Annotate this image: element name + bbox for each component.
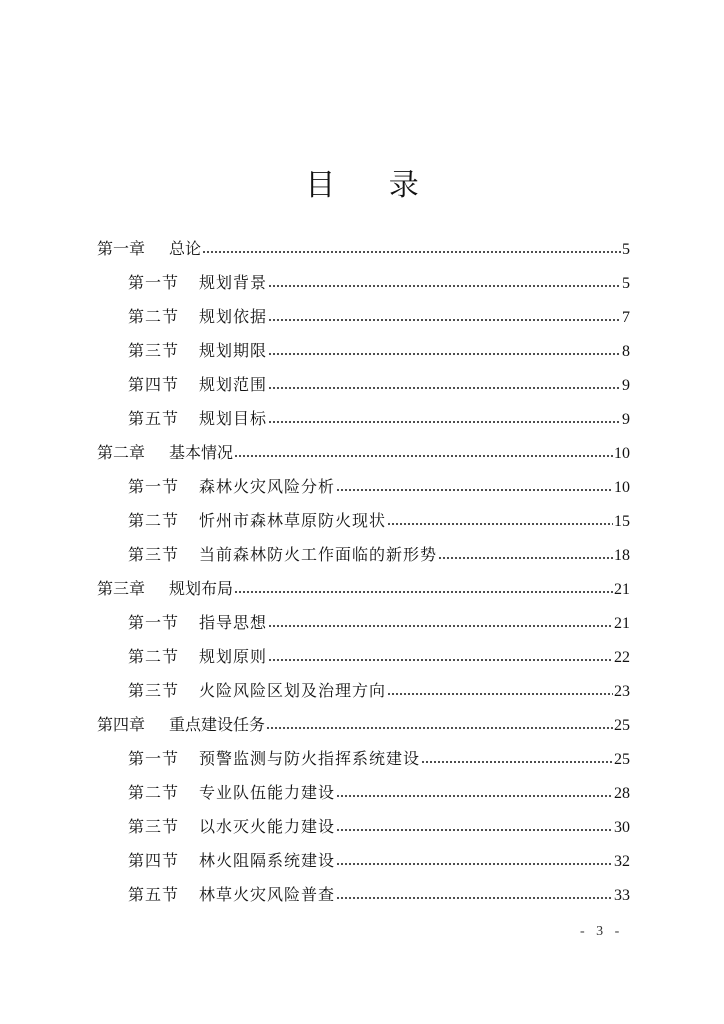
toc-page-number: 15 [614,513,630,530]
toc-page-number: 7 [622,309,630,326]
dot-leader [336,488,613,492]
toc-number: 第一节 [128,749,180,768]
page-title: 目 录 [305,168,441,203]
toc-page-number: 33 [614,887,630,904]
dot-leader [336,896,613,900]
toc-section-4-3[interactable] [128,814,630,840]
toc-section-4-4[interactable] [128,848,630,874]
toc-title: 林草火灾风险普查 [199,885,336,904]
toc-chapter-4[interactable] [97,712,630,738]
toc-number: 第二章 [97,443,146,462]
toc-page-number: 22 [614,649,630,666]
dot-leader [387,522,613,526]
toc-section-1-4[interactable] [128,372,630,398]
dot-leader [336,862,613,866]
toc-title: 基本情况 [169,443,234,462]
toc-title: 规划原则 [199,647,268,666]
toc-section-4-5[interactable] [128,882,630,908]
toc-page-number: 30 [614,819,630,836]
toc-section-1-2[interactable] [128,304,630,330]
toc-number: 第二节 [128,647,180,666]
dot-leader [387,692,613,696]
dot-leader [268,658,613,662]
dot-leader [268,318,621,322]
dot-leader [266,726,613,730]
toc-title: 规划期限 [199,341,268,360]
toc-page-number: 18 [614,547,630,564]
dot-leader [336,794,613,798]
toc-page-number: 5 [622,241,630,258]
dot-leader [268,420,621,424]
toc-page-number: 9 [622,377,630,394]
toc-number: 第三章 [97,579,146,598]
dot-leader [421,760,613,764]
toc-title: 当前森林防火工作面临的新形势 [199,545,438,564]
toc-page-number: 10 [614,479,630,496]
toc-page-number: 21 [614,615,630,632]
toc-number: 第二节 [128,511,180,530]
toc-number: 第一节 [128,477,180,496]
dot-leader [268,386,621,390]
toc-title: 规划背景 [199,273,268,292]
toc-section-1-1[interactable] [128,270,630,296]
toc-number: 第一节 [128,613,180,632]
toc-number: 第二节 [128,783,180,802]
toc-page-number: 10 [614,445,630,462]
toc-title: 林火阻隔系统建设 [199,851,336,870]
toc-page-number: 28 [614,785,630,802]
toc-number: 第三节 [128,681,180,700]
toc-page-number: 21 [614,581,630,598]
toc-page-number: 9 [622,411,630,428]
toc-title: 规划范围 [199,375,268,394]
toc-number: 第一章 [97,239,146,258]
toc-section-4-1[interactable] [128,746,630,772]
toc-number: 第一节 [128,273,180,292]
toc-section-3-1[interactable] [128,610,630,636]
toc-number: 第二节 [128,307,180,326]
toc-number: 第三节 [128,341,180,360]
dot-leader [234,590,613,594]
toc-title: 以水灭火能力建设 [199,817,336,836]
toc-page-number: 8 [622,343,630,360]
toc-page-number: 32 [614,853,630,870]
toc-title: 专业队伍能力建设 [199,783,336,802]
toc-title: 指导思想 [199,613,268,632]
toc-section-2-2[interactable] [128,508,630,534]
toc-page-number: 25 [614,751,630,768]
toc-title: 规划依据 [199,307,268,326]
toc-chapter-2[interactable] [97,440,630,466]
dot-leader [202,250,621,254]
toc-number: 第三节 [128,545,180,564]
dot-leader [268,624,613,628]
dot-leader [268,352,621,356]
toc-title: 重点建设任务 [169,715,266,734]
toc-section-3-2[interactable] [128,644,630,670]
toc-section-4-2[interactable] [128,780,630,806]
toc-title: 预警监测与防火指挥系统建设 [199,749,421,768]
dot-leader [438,556,613,560]
toc-number: 第四节 [128,851,180,870]
toc-chapter-1[interactable] [97,236,630,262]
toc-section-1-5[interactable] [128,406,630,432]
toc-section-1-3[interactable] [128,338,630,364]
dot-leader [336,828,613,832]
toc-number: 第三节 [128,817,180,836]
dot-leader [268,284,621,288]
toc-number: 第五节 [128,409,180,428]
toc-title: 忻州市森林草原防火现状 [199,511,387,530]
toc-title: 规划目标 [199,409,268,428]
toc-page-number: 23 [614,683,630,700]
toc-section-2-3[interactable] [128,542,630,568]
toc-chapter-3[interactable] [97,576,630,602]
toc-title: 总论 [169,239,202,258]
toc-title: 规划布局 [169,579,234,598]
dot-leader [234,454,613,458]
toc-section-2-1[interactable] [128,474,630,500]
toc-number: 第五节 [128,885,180,904]
toc-page-number: 25 [614,717,630,734]
toc-title: 森林火灾风险分析 [199,477,336,496]
toc-number: 第四节 [128,375,180,394]
toc-page-number: 5 [622,275,630,292]
toc-number: 第四章 [97,715,146,734]
toc-section-3-3[interactable] [128,678,630,704]
page-number-footer: - 3 - [580,924,624,939]
toc-title: 火险风险区划及治理方向 [199,681,387,700]
